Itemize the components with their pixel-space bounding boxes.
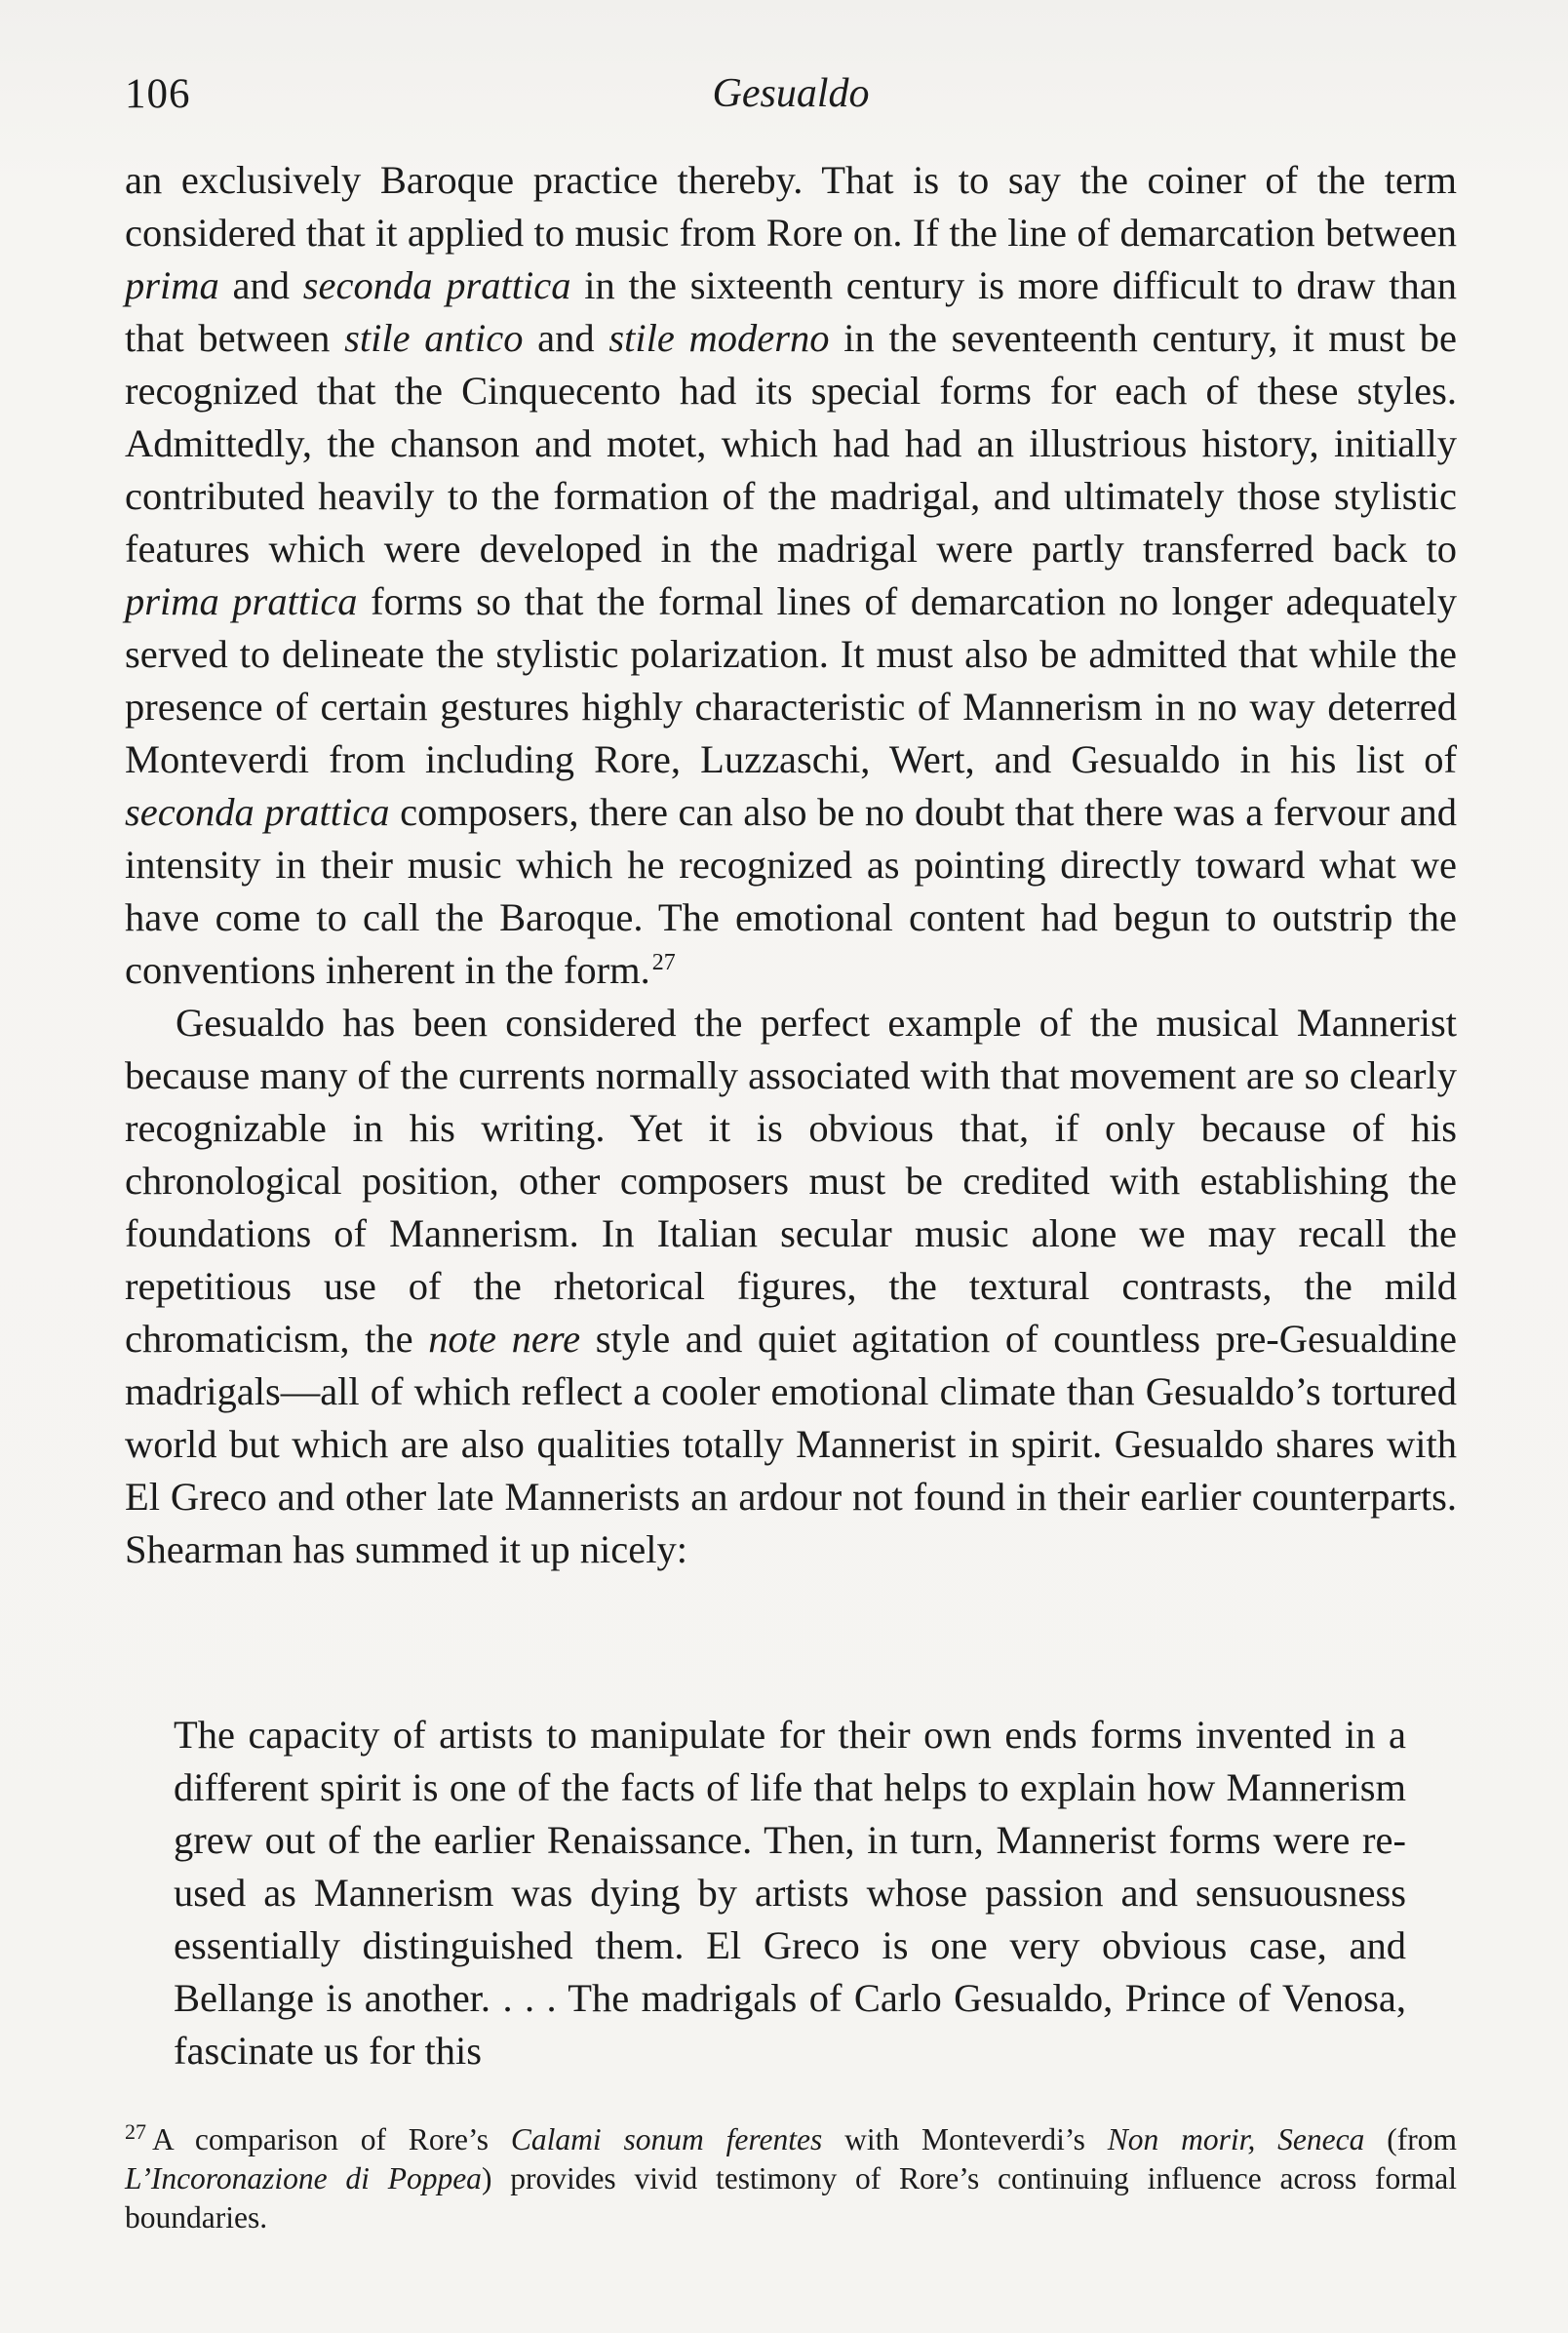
text-run: in the sixteenth century is more difficult to draw than that between xyxy=(125,263,1457,360)
text-run: forms so that the formal lines of demarcation no longer adequately served to delineate the stylistic polarization. It must also be admitted that while the presence of certain gestures highly characteristic of Mannerism in no way deterred Monteverdi from including Rore, Luzzaschi, Wert, and Gesualdo in his list of xyxy=(125,579,1457,781)
paragraph-2 xyxy=(125,997,1457,1576)
block-quote xyxy=(174,1709,1406,2077)
page-number: 106 xyxy=(125,71,191,117)
text-run: style and quiet agitation of countless pre-Gesualdine madrigals—all of which reflect a cooler emotional climate than Gesualdo’s tortured world but which are also qualities totally Mannerist in spirit. Gesualdo shares with El Greco and other late Mannerists an ardour not found in their earlier counterparts. Shearman has summed it up nicely: xyxy=(125,1317,1457,1571)
italic-term: Non morir, Seneca xyxy=(1107,2122,1365,2156)
text-run: A comparison of Rore’s xyxy=(152,2122,511,2156)
footnote xyxy=(125,2120,1457,2237)
text-run: an exclusively Baroque practice thereby. That is to say the coiner of the term considered that it applied to music from Rore on. If the line of demarcation between xyxy=(125,158,1457,255)
paragraph-1 xyxy=(125,154,1457,997)
italic-term: prima xyxy=(125,263,219,307)
text-run: and xyxy=(523,316,609,360)
footnote-reference: 27 xyxy=(651,949,676,975)
body-text xyxy=(125,154,1457,1576)
italic-term: L’Incoronazione di Poppea xyxy=(125,2161,482,2195)
text-run: Gesualdo has been considered the perfect example of the musical Mannerist because many of the currents normally associated with that movement are so clearly recognizable in his writing. Yet it is obvious that, if only because of his chronological position, other composers must be credited with establishing the foundations of Mannerism. In Italian secular music alone we may recall the repetitious use of the rhetorical figures, the textural contrasts, the mild chromaticism, the xyxy=(125,1001,1457,1361)
text-run: composers, there can also be no doubt that there was a fervour and intensity in their music which he recognized as pointing directly toward what we have come to call the Baroque. The emotional content had begun to outstrip the conventions inherent in the form. xyxy=(125,790,1457,992)
page-header xyxy=(125,70,1457,129)
italic-term: seconda prattica xyxy=(302,263,571,307)
italic-term: Calami sonum ferentes xyxy=(510,2122,823,2156)
italic-term: note nere xyxy=(428,1317,581,1361)
text-run: ) provides vivid testimony of Rore’s continuing influence across formal boundaries. xyxy=(125,2161,1458,2234)
italic-term: stile moderno xyxy=(608,316,830,360)
running-head: Gesualdo xyxy=(712,71,870,116)
quote-text: The capacity of artists to manipulate for their own ends forms invented in a different spirit is one of the facts of life that helps to explain how Mannerism grew out of the earlier Renaissance. Then, in turn, Mannerist forms were re-used as Mannerism was dying by artists whose passion and sensuousness essentially distinguished them. El Greco is one very obvious case, and Bellange is another. . . . The madrigals of Carlo Gesualdo, Prince of Venosa, fascinate us for this xyxy=(174,1713,1406,2073)
footnote-number: 27 xyxy=(125,2118,146,2144)
italic-term: seconda prattica xyxy=(125,790,390,834)
italic-term: prima prattica xyxy=(125,579,358,623)
text-run: in the seventeenth century, it must be recognized that the Cinquecento had its special forms for each of these styles. Admittedly, the chanson and motet, which had had an illustrious history, initially contributed heavily to the formation of the madrigal, and ultimately those stylistic features which were developed in the madrigal were partly transferred back to xyxy=(125,316,1457,571)
text-run: (from xyxy=(1364,2122,1457,2156)
text-run: and xyxy=(218,263,303,307)
italic-term: stile antico xyxy=(344,316,524,360)
text-run: with Monteverdi’s xyxy=(822,2122,1108,2156)
